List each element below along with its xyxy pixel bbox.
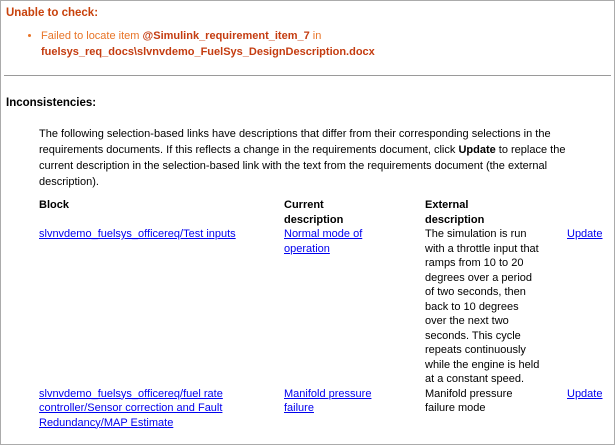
update-link[interactable]: Update [567, 228, 603, 240]
intro-text-after: to replace the current description in the selection-based link with the text from the requirements document (the external description). [39, 144, 566, 188]
failed-item-entry [41, 28, 586, 60]
block-link[interactable]: slvnvdemo_fuelsys_officereq/fuel rate controller/Sensor correction and Fault Redundancy/MAP Estimate [39, 387, 223, 429]
current-description-link[interactable]: Normal mode of operation [284, 228, 363, 255]
failed-item-prefix-text: Failed to locate item [41, 30, 143, 42]
unable-to-check-heading: Unable to check: [6, 7, 99, 19]
update-link[interactable]: Update [567, 387, 603, 400]
block-link[interactable]: slvnvdemo_fuelsys_officereq/Test inputs [39, 228, 236, 240]
inconsistencies-table [39, 198, 614, 430]
external-description-text: The simulation is run with a throttle input that ramps from 10 to 20 degrees over a period of two seconds, then back to 10 degrees over the next two seconds. This cycle repeats continuously while the engine is held at a constant speed. [425, 228, 540, 385]
unable-to-check-list [1, 28, 596, 60]
current-description-link[interactable]: Manifold pressure failure [284, 387, 372, 414]
inconsistencies-intro-paragraph [39, 126, 587, 190]
table-header-external-description: External description [425, 199, 485, 226]
table-row-2-block-cell [39, 387, 284, 431]
section-divider [4, 75, 611, 76]
intro-update-word: Update [458, 144, 496, 156]
table-row-1-current-cell [284, 227, 425, 256]
table-row-1-block-cell [39, 227, 284, 242]
table-row-2-external-cell [425, 387, 567, 416]
table-row-2-current-cell [284, 387, 425, 416]
table-row-1-action-cell [567, 227, 613, 242]
table-row-2-action-cell [567, 387, 613, 402]
table-header-block: Block [39, 199, 69, 211]
table-header-current-description: Current description [284, 199, 344, 226]
intro-text-before: The following selection-based links have descriptions that differ from their corresponding selections in the requirements documents. If this reflects a change in the requirements document, click [39, 128, 551, 156]
table-row-1-external-cell [425, 227, 567, 387]
external-description-text: Manifold pressure failure mode [425, 387, 513, 414]
table-header-action [567, 198, 613, 199]
failed-item-document-path: fuelsys_req_docs\slvnvdemo_FuelSys_DesignDescription.docx [41, 46, 375, 58]
failed-item-mid-text: in [309, 30, 322, 42]
failed-item-ref: @Simulink_requirement_item_7 [142, 30, 310, 42]
inconsistencies-heading: Inconsistencies: [6, 97, 97, 109]
